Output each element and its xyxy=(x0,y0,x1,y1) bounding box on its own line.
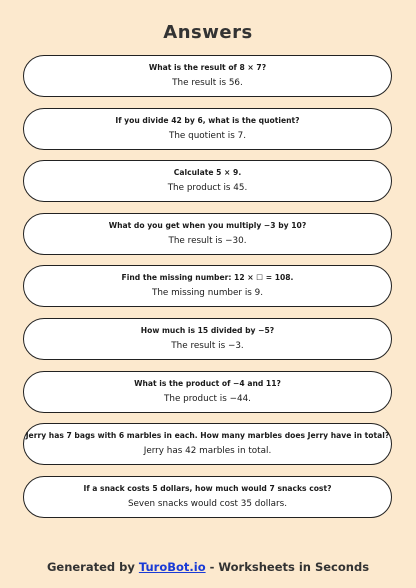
answer-card-7 xyxy=(23,371,392,413)
answer-text: The result is −3. xyxy=(171,340,244,351)
answer-text: The quotient is 7. xyxy=(168,130,247,141)
answer-card-6 xyxy=(23,318,392,360)
answer-text: Jerry has 42 marbles in total. xyxy=(143,446,272,457)
answer-text: The result is 56. xyxy=(172,78,243,88)
answer-text: The missing number is 9. xyxy=(151,288,264,299)
footer-suffix: - Worksheets in Seconds xyxy=(205,560,370,574)
answer-card-3 xyxy=(23,160,392,202)
page-title: Answers xyxy=(163,22,253,43)
answer-text: The result is −30. xyxy=(168,235,247,246)
question-text: What do you get when you multiply −3 by 10? xyxy=(108,220,307,230)
question-text: If a snack costs 5 dollars, how much would 7 snacks cost? xyxy=(83,483,332,493)
question-text: Jerry has 7 bags with 6 marbles in each. How many marbles does Jerry have in total? xyxy=(25,431,390,441)
answer-card-9 xyxy=(23,476,392,518)
answer-card-5 xyxy=(23,265,392,307)
question-text: Calculate 5 × 9. xyxy=(173,168,242,178)
turobot-link[interactable]: TuroBot.io xyxy=(138,560,206,574)
question-text: How much is 15 divided by −5? xyxy=(140,325,275,335)
question-text: What is the product of −4 and 11? xyxy=(134,378,281,388)
answer-list xyxy=(23,55,392,528)
answer-text: Seven snacks would cost 35 dollars. xyxy=(127,498,288,509)
answer-card-2 xyxy=(23,108,392,150)
answer-card-8 xyxy=(23,423,392,465)
answer-card-4 xyxy=(23,213,392,255)
footer xyxy=(0,560,416,574)
footer-prefix: Generated by xyxy=(46,560,139,574)
answer-card-1 xyxy=(23,55,392,97)
answer-text: The product is 45. xyxy=(167,183,248,194)
question-text: What is the result of 8 × 7? xyxy=(148,63,267,72)
question-text: Find the missing number: 12 × ☐ = 108. xyxy=(121,273,294,283)
question-text: If you divide 42 by 6, what is the quotient? xyxy=(115,115,300,125)
answer-text: The product is −44. xyxy=(164,393,251,404)
